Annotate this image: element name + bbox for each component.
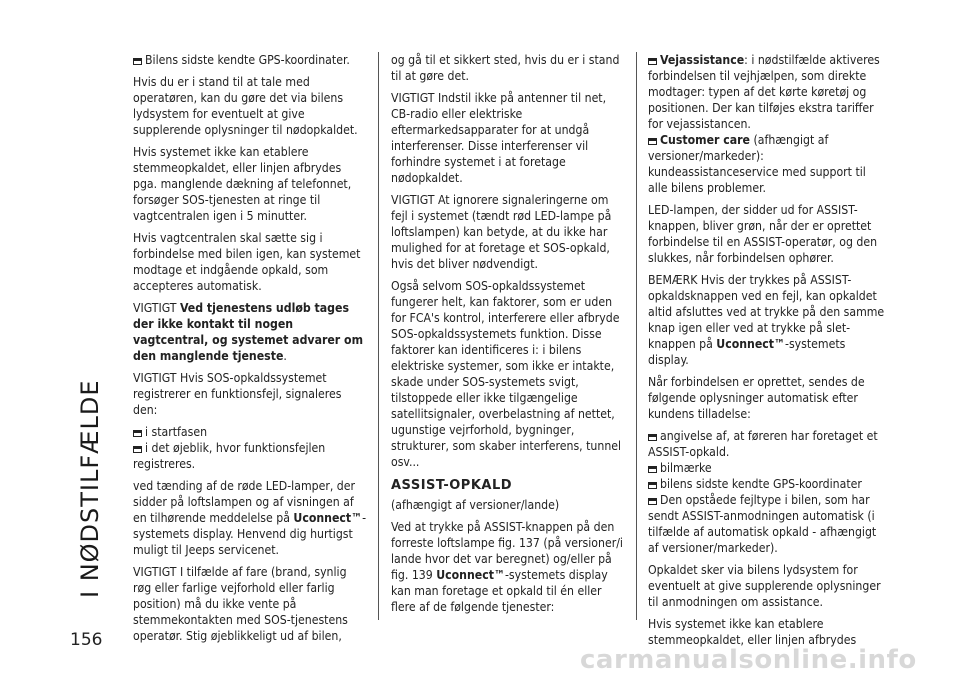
paragraph: Når forbindelsen er oprettet, sendes de følgende oplysninger automatisk efter kundens tilladelse:	[648, 375, 865, 421]
warning-paragraph: VIGTIGT Ved tjenestens udløb tages der ikke kontakt til nogen vagtcentral, og systemet advarer om den manglende tjeneste.	[133, 301, 363, 363]
bullet-icon	[648, 434, 657, 441]
list-item: bilens sidste kendte GPS-koordinater	[648, 476, 885, 492]
text-column-3	[648, 52, 885, 654]
paragraph: VIGTIGT Hvis SOS-opkaldssystemet registrerer en funktionsfejl, signaleres den:	[133, 371, 342, 417]
paragraph: VIGTIGT At ignorere signaleringerne om fejl i systemet (tændt rød LED-lampe på loftslampen) kan betyde, at du ikke har mulighed for at foretage et SOS-opkald, hvis det bliver nødvendigt.	[391, 193, 612, 271]
list-item: i startfasen	[133, 424, 367, 440]
bullet-icon	[648, 466, 657, 473]
paragraph: Ved at trykke på ASSIST-knappen på den forreste loftslampe fig. 137 (på versioner/i lande hvor det var beregnet) og/eller på fig. 139 Uconnect™-systemets display kan man foretage et opkald til én eller flere af de følgende tjenester:	[391, 520, 623, 614]
paragraph: LED-lampen, der sidder ud for ASSIST-knappen, bliver grøn, når der er oprettet forbindelse til en ASSIST-operatør, og den slukkes, når forbindelsen ophører.	[648, 203, 878, 265]
bullet-icon	[133, 430, 142, 437]
bullet-icon	[648, 482, 657, 489]
list-item: Customer care (afhængigt af versioner/markeder): kundeassistanceservice med support til alle bilens problemer.	[648, 133, 866, 195]
list-item: Den opståede fejltype i bilen, som har sendt ASSIST-anmodningen automatisk (i tilfælde af automatisk opkald - afhængigt af versioner/markeder).	[648, 493, 877, 555]
paragraph: Hvis systemet ikke kan etablere stemmeopkaldet, eller linjen afbrydes	[648, 617, 857, 647]
text-column-2	[391, 52, 625, 621]
list-item: i det øjeblik, hvor funktionsfejlen registreres.	[133, 441, 326, 471]
bullet-icon	[648, 138, 657, 145]
note-paragraph: BEMÆRK Hvis der trykkes på ASSIST-opkaldsknappen ved en fejl, kan opkaldet altid afsluttes ved at trykke på den samme knap igen eller ved at trykke på slet-knappen på Uconnect™-systemets display.	[648, 273, 885, 367]
list-item: Vejassistance: i nødstilfælde aktiveres forbindelsen til vejhjælpen, som direkte modtager: typen af det kørte køretøj og positionen. Der kan tilføjes ekstra tariffer for vejassistancen.	[648, 53, 880, 131]
paragraph: (afhængigt af versioner/lande)	[391, 498, 560, 512]
paragraph: Opkaldet sker via bilens lydsystem for eventuelt at give supplerende oplysninger til anmodningen om assistance.	[648, 563, 881, 609]
section-title	[76, 58, 116, 598]
list-item: angivelse af, at føreren har foretaget et ASSIST-opkald.	[648, 429, 878, 459]
bullet-icon	[133, 58, 142, 65]
watermark: carmanualsonline.info	[580, 645, 917, 675]
paragraph: Hvis du er i stand til at tale med operatøren, kan du gøre det via bilens lydsystem for eventuelt at give supplerende oplysninger til nødopkaldet.	[133, 75, 358, 137]
paragraph: Hvis vagtcentralen skal sætte sig i forbindelse med bilen igen, kan systemet modtage et indgående opkald, som accepteres automatisk.	[133, 231, 361, 293]
list-item: bilmærke	[648, 460, 885, 476]
paragraph: Også selvom SOS-opkaldssystemet fungerer helt, kan faktorer, som er uden for FCA's kontrol, interferere eller afbryde SOS-opkaldssystemets funktion. Disse faktorer kan identificeres i: i bilens elektriske systemer, som ikke er intakte, skade under SOS-systemets svigt, tilstoppede eller ikke tilgængelige satellitsignaler, overbelastning af nettet, ugunstige vejrforhold, bygninger, strukturer, som skaber interferens, tunnel osv...	[391, 279, 622, 469]
bullet-icon	[648, 58, 657, 65]
section-heading: ASSIST-OPKALD	[391, 478, 513, 493]
column-divider	[378, 52, 379, 620]
paragraph: og gå til et sikkert sted, hvis du er i stand til at gøre det.	[391, 53, 620, 83]
page-number: 156	[70, 630, 103, 650]
section-title-text: I NØDSTILFÆLDE	[76, 379, 104, 598]
paragraph: Hvis systemet ikke kan etablere stemmeopkaldet, eller linjen afbrydes pga. manglende dækning af telefonnet, forsøger SOS-tjenesten at ringe til vagtcentralen igen i 5 minutter.	[133, 145, 352, 223]
column-divider	[636, 52, 637, 620]
bullet-icon	[648, 498, 657, 505]
list-item: Bilens sidste kendte GPS-koordinater.	[133, 52, 367, 68]
text-column-1	[133, 52, 367, 650]
paragraph: VIGTIGT I tilfælde af fare (brand, synlig røg eller farlige vejforhold eller farlig position) må du ikke vente på stemmekontakten med SOS-tjenestens operatør. Stig øjeblikkeligt ud af bilen,	[133, 565, 348, 643]
paragraph: VIGTIGT Indstil ikke på antenner til net, CB-radio eller elektriske eftermarkedsapparater for at undgå interferenser. Disse interferenser vil forhindre systemet i at foretage nødopkaldet.	[391, 91, 607, 185]
paragraph: ved tænding af de røde LED-lamper, der sidder på loftslampen og af visningen af en tilhørende meddelelse på Uconnect™-systemets display. Henvend dig hurtigst muligt til Jeeps servicenet.	[133, 479, 367, 557]
bullet-icon	[133, 446, 142, 453]
